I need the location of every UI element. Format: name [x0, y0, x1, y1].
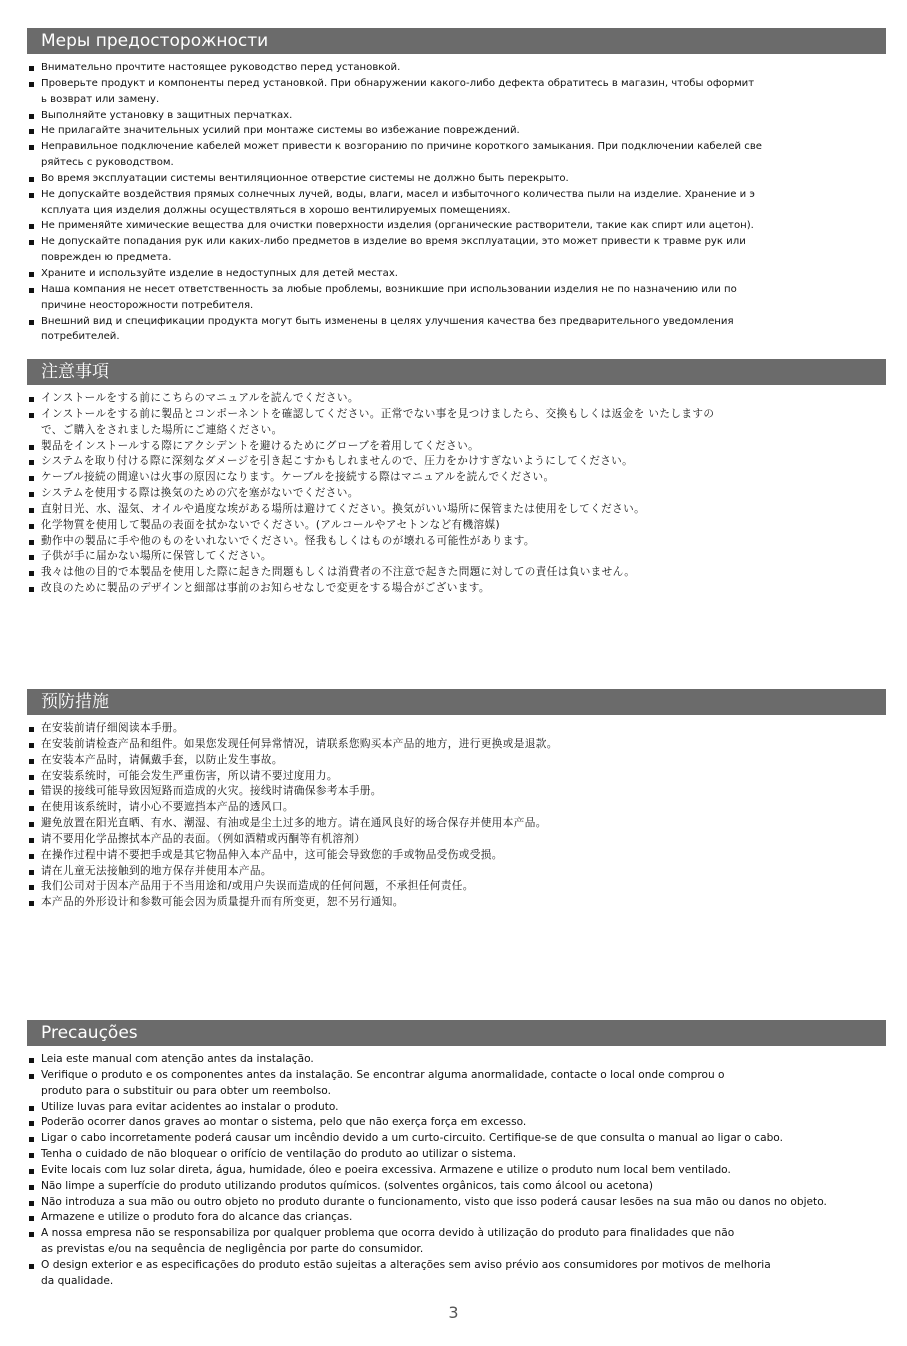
bullet-icon: [29, 66, 34, 71]
list-item: [27, 816, 886, 832]
bullet-icon: [29, 397, 34, 402]
list-item: [27, 1115, 886, 1131]
bullet-icon: [29, 806, 34, 811]
list-item: [27, 864, 886, 880]
list-item: [27, 439, 886, 455]
list-item: [27, 721, 886, 737]
bullet-icon: [29, 1216, 34, 1221]
list-item-text: Храните и используйте изделие в недоступных для детей местах.: [41, 267, 399, 279]
section-header: 注意事項: [27, 359, 886, 385]
list-item: [27, 581, 886, 597]
bullet-icon: [29, 727, 34, 732]
list-item: [27, 282, 886, 314]
list-item: [27, 123, 886, 139]
list-item-text: Verifique o produto e os componentes antes da instalação. Se encontrar alguma anormalidade, contacte o local onde comprou o produto para o substituir ou para obter um reembolso.: [41, 1068, 725, 1097]
list-item-text: Проверьте продукт и компоненты перед установкой. При обнаружении какого-либо дефекта обратитесь в магазин, чтобы оформит ь возврат или замену.: [41, 77, 755, 105]
section-header: Precauções: [27, 1020, 886, 1046]
list-item: [27, 1226, 886, 1258]
bullet-icon: [29, 1153, 34, 1158]
list-item-text: Armazene e utilize o produto fora do alcance das crianças.: [41, 1211, 353, 1224]
bullet-icon: [29, 555, 34, 560]
bullet-icon: [29, 460, 34, 465]
bullet-icon: [29, 1121, 34, 1126]
bullet-icon: [29, 1201, 34, 1206]
list-item: [27, 848, 886, 864]
list-item: [27, 1179, 886, 1195]
precaution-list: [27, 1052, 886, 1290]
bullet-icon: [29, 854, 34, 859]
bullet-icon: [29, 1106, 34, 1111]
bullet-icon: [29, 492, 34, 497]
list-item-text: O design exterior e as especificações do produto estão sujeitas a alterações sem aviso prévio aos consumidores por motivos de melhoria da qualidade.: [41, 1258, 771, 1287]
bullet-icon: [29, 901, 34, 906]
bullet-icon: [29, 885, 34, 890]
bullet-icon: [29, 1137, 34, 1142]
bullet-icon: [29, 413, 34, 418]
list-item: [27, 832, 886, 848]
list-item-text: 在安装前请检查产品和组件。如果您发现任何异常情况，请联系您购买本产品的地方，进行更换或是退款。: [41, 737, 558, 750]
list-item: [27, 1210, 886, 1226]
list-item-text: Não introduza a sua mão ou outro objeto no produto durante o funcionamento, visto que isso poderá causar lesões na sua mão ou danos no objeto.: [41, 1195, 827, 1208]
list-item: [27, 1163, 886, 1179]
bullet-icon: [29, 476, 34, 481]
section-header: 预防措施: [27, 689, 886, 715]
list-item-text: 我々は他の目的で本製品を使用した際に起きた問題もしくは消費者の不注意で起きた問題に対しての責任は負いません。: [41, 566, 636, 579]
list-item: [27, 314, 886, 346]
list-item-text: インストールをする前にこちらのマニュアルを読んでください。: [41, 392, 359, 404]
list-item-text: 本产品的外形设计和参数可能会因为质量提升而有所变更，恕不另行通知。: [41, 896, 404, 909]
list-item-text: Не допускайте попадания рук или каких-либо предметов в изделие во время эксплуатации, это может привести к травме рук или поврежден ю предмета.: [41, 236, 746, 264]
bullet-icon: [29, 129, 34, 134]
list-item-text: ケーブル接続の間違いは火事の原因になります。ケーブルを接続する際はマニュアルを読んでください。: [41, 471, 555, 484]
list-item-text: 化学物質を使用して製品の表面を拭かないでください。(アルコールやアセトンなど有機溶媒): [41, 518, 501, 531]
precaution-list: [27, 721, 886, 911]
list-item: [27, 1195, 886, 1211]
bullet-icon: [29, 224, 34, 229]
list-item: [27, 534, 886, 550]
list-item: [27, 1147, 886, 1163]
section-portuguese: [27, 1020, 886, 1290]
list-item: [27, 1100, 886, 1116]
list-item-text: 我们公司对于因本产品用于不当用途和/或用户失误而造成的任何问题，不承担任何责任。: [41, 880, 474, 893]
list-item: [27, 171, 886, 187]
bullet-icon: [29, 1264, 34, 1269]
page-number: 3: [448, 1303, 459, 1322]
bullet-icon: [29, 1232, 34, 1237]
list-item: [27, 454, 886, 470]
list-item-text: Tenha o cuidado de não bloquear o orifício de ventilação do produto ao utilizar o sistema.: [41, 1148, 517, 1161]
list-item: [27, 737, 886, 753]
bullet-icon: [29, 743, 34, 748]
bullet-icon: [29, 320, 34, 325]
list-item-text: Leia este manual com atenção antes da instalação.: [41, 1053, 314, 1065]
list-item-text: Не применяйте химические вещества для очистки поверхности изделия (органические растворители, такие как спирт или ацетон).: [41, 220, 754, 232]
bullet-icon: [29, 822, 34, 827]
bullet-icon: [29, 145, 34, 150]
list-item-text: 直射日光、水、湿気、オイルや過度な埃がある場所は避けてください。換気がいい場所に保管または使用をしてください。: [41, 502, 646, 515]
list-item: [27, 76, 886, 108]
list-item: [27, 60, 886, 76]
section-chinese: [27, 689, 886, 911]
list-item-text: 错误的接线可能导致因短路而造成的火灾。接线时请确保参考本手册。: [41, 785, 382, 798]
bullet-icon: [29, 524, 34, 529]
list-item-text: Наша компания не несет ответственность за любые проблемы, возникшие при использовании изделия не по назначению или по причине неосторожности потребителя.: [41, 283, 737, 311]
list-item: [27, 139, 886, 171]
bullet-icon: [29, 272, 34, 277]
list-item: [27, 1258, 886, 1290]
list-item-text: システムを取り付ける際に深刻なダメージを引き起こすかもしれませんので、圧力をかけすぎないようにしてください。: [41, 455, 634, 468]
list-item-text: Ligar o cabo incorretamente poderá causar um incêndio devido a um curto-circuito. Certifique-se de que consulta o manual ao ligar o cabo.: [41, 1132, 783, 1145]
list-item: [27, 1052, 886, 1068]
bullet-icon: [29, 114, 34, 119]
list-item-text: 改良のために製品のデザインと細部は事前のお知らせなしで変更をする場合がございます。: [41, 582, 490, 595]
list-item: [27, 470, 886, 486]
list-item: [27, 502, 886, 518]
list-item-text: インストールをする前に製品とコンポーネントを確認してください。正常でない事を見つけましたら、交換もしくは返金を いたしますの で、ご購入をされました場所にご連絡ください。: [41, 407, 715, 436]
list-item-text: Во время эксплуатации системы вентиляционное отверстие системы не должно быть перекрыто.: [41, 172, 569, 184]
bullet-icon: [29, 870, 34, 875]
bullet-icon: [29, 1185, 34, 1190]
list-item: [27, 784, 886, 800]
bullet-icon: [29, 587, 34, 592]
bullet-icon: [29, 790, 34, 795]
list-item: [27, 108, 886, 124]
bullet-icon: [29, 445, 34, 450]
list-item: [27, 769, 886, 785]
bullet-icon: [29, 288, 34, 293]
bullet-icon: [29, 838, 34, 843]
list-item-text: Выполняйте установку в защитных перчатках.: [41, 109, 293, 121]
list-item: [27, 895, 886, 911]
list-item: [27, 486, 886, 502]
list-item: [27, 407, 886, 439]
bullet-icon: [29, 240, 34, 245]
bullet-icon: [29, 177, 34, 182]
section-header: Меры предосторожности: [27, 28, 886, 54]
bullet-icon: [29, 1169, 34, 1174]
list-item-text: 避免放置在阳光直晒、有水、潮湿、有油或是尘土过多的地方。请在通风良好的场合保存并使用本产品。: [41, 817, 547, 830]
section-japanese: [27, 359, 886, 597]
list-item-text: 在安装系统时，可能会发生严重伤害，所以请不要过度用力。: [41, 769, 338, 782]
list-item-text: Внимательно прочтите настоящее руководство перед установкой.: [41, 62, 401, 73]
list-item-text: Evite locais com luz solar direta, água, humidade, óleo e poeira excessiva. Armazene e utilize o produto num local bem ventilado.: [41, 1163, 731, 1176]
list-item-text: 在使用该系统时，请小心不要遮挡本产品的透风口。: [41, 801, 294, 814]
list-item-text: Внешний вид и спецификации продукта могут быть изменены в целях улучшения качества без предварительного уведомления потребителей.: [41, 315, 734, 343]
bullet-icon: [29, 1058, 34, 1063]
list-item-text: Неправильное подключение кабелей может привести к возгоранию по причине короткого замыкания. При подключении кабелей све ряйтесь с руководством.: [41, 141, 763, 169]
list-item: [27, 800, 886, 816]
list-item: [27, 266, 886, 282]
list-item-text: Não limpe a superfície do produto utilizando produtos químicos. (solventes orgânicos, tais como álcool ou acetona): [41, 1179, 654, 1192]
list-item-text: Не допускайте воздействия прямых солнечных лучей, воды, влаги, масел и избыточного количества пыли на изделие. Хранение и э ксплуата ция изделия должны осуществляться в хорошо вентилируемых помещениях.: [41, 188, 755, 216]
bullet-icon: [29, 571, 34, 576]
list-item-text: 请在儿童无法接触到的地方保存并使用本产品。: [41, 864, 272, 877]
list-item: [27, 1131, 886, 1147]
list-item: [27, 234, 886, 266]
list-item-text: 在操作过程中请不要把手或是其它物品伸入本产品中，这可能会导致您的手或物品受伤或受损。: [41, 848, 503, 861]
list-item-text: 在安装前请仔细阅读本手册。: [41, 722, 184, 734]
list-item-text: 请不要用化学品擦拭本产品的表面。（例如酒精或丙酮等有机溶剂）: [41, 832, 366, 845]
list-item-text: 製品をインストールする際にアクシデントを避けるためにグローブを着用してください。: [41, 439, 480, 452]
list-item-text: 在安装本产品时，请佩戴手套，以防止发生事故。: [41, 753, 283, 766]
bullet-icon: [29, 508, 34, 513]
list-item-text: 子供が手に届かない場所に保管してください。: [41, 550, 272, 563]
bullet-icon: [29, 82, 34, 87]
list-item: [27, 753, 886, 769]
section-russian: [27, 28, 886, 345]
precaution-list: [27, 391, 886, 597]
bullet-icon: [29, 775, 34, 780]
list-item: [27, 518, 886, 534]
bullet-icon: [29, 1074, 34, 1079]
list-item: [27, 218, 886, 234]
list-item: [27, 1068, 886, 1100]
list-item-text: Poderão ocorrer danos graves ao montar o sistema, pelo que não exerça força em excesso.: [41, 1116, 527, 1129]
list-item: [27, 187, 886, 219]
list-item-text: A nossa empresa não se responsabiliza por qualquer problema que ocorra devido à utilização do produto para finalidades que não as previstas e/ou na sequência de negligência por parte do consumidor.: [41, 1227, 735, 1256]
list-item: [27, 391, 886, 407]
bullet-icon: [29, 193, 34, 198]
bullet-icon: [29, 759, 34, 764]
list-item-text: Utilize luvas para evitar acidentes ao instalar o produto.: [41, 1100, 339, 1113]
list-item-text: Не прилагайте значительных усилий при монтаже системы во избежание повреждений.: [41, 125, 520, 137]
precaution-list: [27, 60, 886, 345]
list-item: [27, 565, 886, 581]
list-item: [27, 879, 886, 895]
list-item: [27, 549, 886, 565]
list-item-text: システムを使用する際は換気のための穴を塞がないでください。: [41, 487, 359, 500]
list-item-text: 動作中の製品に手や他のものをいれないでください。怪我もしくはものが壊れる可能性があります。: [41, 534, 535, 547]
bullet-icon: [29, 540, 34, 545]
